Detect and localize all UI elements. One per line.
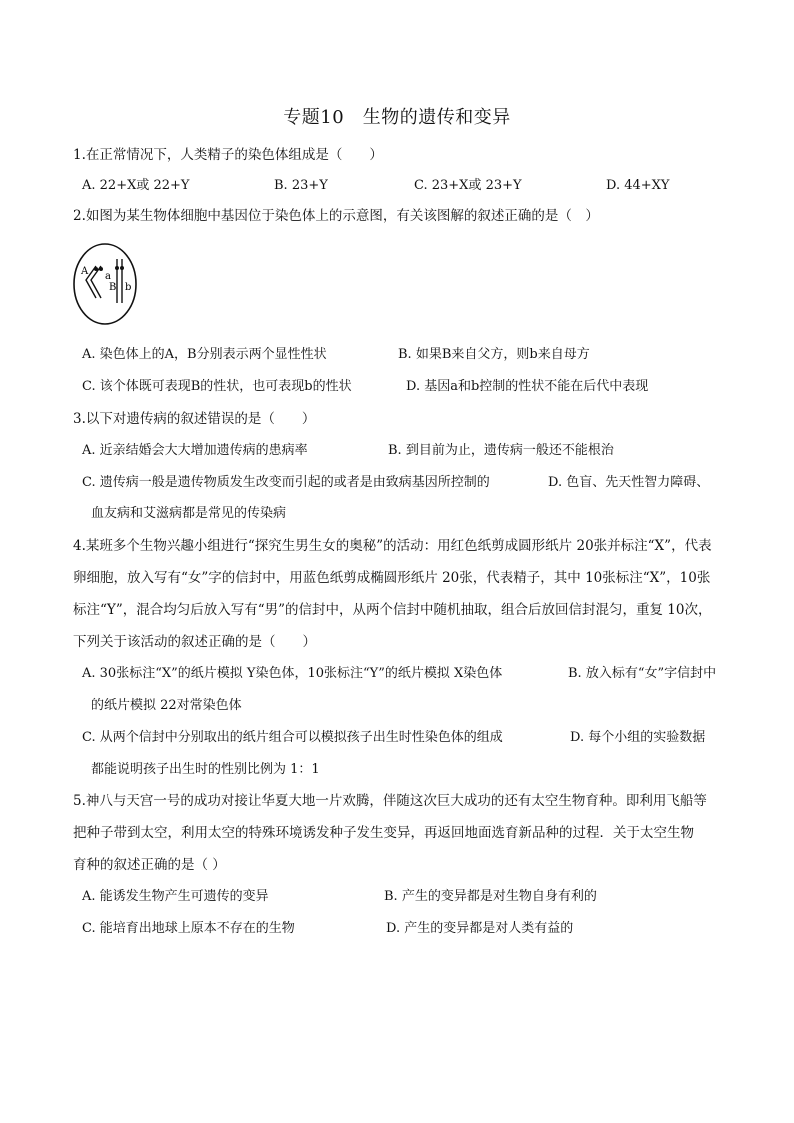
question-3-option-d-continued: 血友病和艾滋病都是常见的传染病 — [91, 506, 287, 521]
gene-label-B: B — [109, 282, 117, 293]
question-4-option-b: B. 放入标有“女”字信封中 — [568, 666, 717, 681]
question-3-option-b: B. 到目前为止，遗传病一般还不能根治 — [388, 443, 614, 458]
question-3-option-a: A. 近亲结婚会大大增加遗传病的患病率 — [82, 443, 308, 458]
locus-dot-a-upper — [94, 267, 98, 271]
question-5-option-d: D. 产生的变异都是对人类有益的 — [386, 921, 574, 936]
question-4-option-a: A. 30张标注“X”的纸片模拟 Y染色体，10张标注“Y”的纸片模拟 X染色体 — [82, 666, 503, 681]
question-2-option-a: A. 染色体上的A，B分别表示两个显性性状 — [82, 347, 327, 362]
question-5-option-b: B. 产生的变异都是对生物自身有利的 — [384, 889, 597, 904]
page-title: 专题10 生物的遗传和变异 — [283, 107, 511, 128]
question-2-stem: 2.如图为某生物体细胞中基因位于染色体上的示意图，有关该图解的叙述正确的是（ ） — [73, 208, 599, 224]
gene-label-A: A — [81, 266, 89, 277]
question-1-option-c: C. 23+X或 23+Y — [414, 178, 522, 193]
question-5-stem-line-3: 育种的叙述正确的是（ ） — [73, 857, 226, 873]
question-4-stem-line-2: 卵细胞，放入写有“女”字的信封中，用蓝色纸剪成椭圆形纸片 20张，代表精子，其中 10张标注“X”，10张 — [73, 570, 711, 586]
question-3-option-d: D. 色盲、先天性智力障碍、 — [548, 475, 710, 490]
question-5-option-a: A. 能诱发生物产生可遗传的变异 — [82, 889, 269, 904]
question-1-option-a: A. 22+X或 22+Y — [82, 178, 190, 193]
locus-dot-b-upper — [115, 266, 119, 270]
question-4-stem-line-4: 下列关于该活动的叙述正确的是（ ） — [73, 634, 316, 650]
question-4-option-b-continued: 的纸片模拟 22对常染色体 — [91, 698, 242, 713]
question-4-stem-line-1: 4.某班多个生物兴趣小组进行“探究生男生女的奥秘”的活动：用红色纸剪成圆形纸片 20张并标注“X”，代表 — [73, 538, 712, 554]
question-1-stem: 1.在正常情况下，人类精子的染色体组成是（ ） — [73, 147, 383, 163]
question-1-option-d: D. 44+XY — [606, 178, 670, 193]
gene-label-a: a — [105, 271, 111, 282]
chromosome-diagram — [72, 242, 138, 326]
question-2-option-b: B. 如果B来自父方，则b来自母方 — [398, 347, 590, 362]
question-4-stem-line-3: 标注“Y”，混合均匀后放入写有“男”的信封中，从两个信封中随机抽取，组合后放回信封混匀，重复 10次， — [73, 602, 712, 618]
question-2-option-c: C. 该个体既可表现B的性状，也可表现b的性状 — [82, 379, 352, 394]
question-4-option-c: C. 从两个信封中分别取出的纸片组合可以模拟孩子出生时性染色体的组成 — [82, 730, 503, 745]
gene-label-b: b — [125, 282, 132, 293]
question-1-option-b: B. 23+Y — [274, 178, 328, 193]
question-3-option-c: C. 遗传病一般是遗传物质发生改变而引起的或者是由致病基因所控制的 — [82, 475, 490, 490]
question-5-stem-line-1: 5.神八与天宫一号的成功对接让华夏大地一片欢腾，伴随这次巨大成功的还有太空生物育种。即利用飞船等 — [73, 793, 707, 809]
question-2-option-d: D. 基因a和b控制的性状不能在后代中表现 — [406, 379, 649, 394]
locus-dot-b-lower — [120, 266, 124, 270]
question-5-stem-line-2: 把种子带到太空，利用太空的特殊环境诱发种子发生变异，再返回地面选育新品种的过程．关于太空生物 — [73, 825, 694, 841]
locus-dot-a-lower — [99, 267, 103, 271]
chromosome-cell-figure — [72, 242, 138, 326]
question-5-option-c: C. 能培育出地球上原本不存在的生物 — [82, 921, 295, 936]
question-3-stem: 3.以下对遗传病的叙述错误的是（ ） — [73, 411, 316, 427]
question-4-option-d: D. 每个小组的实验数据 — [570, 730, 706, 745]
question-4-option-d-continued: 都能说明孩子出生时的性别比例为 1：1 — [91, 762, 320, 777]
